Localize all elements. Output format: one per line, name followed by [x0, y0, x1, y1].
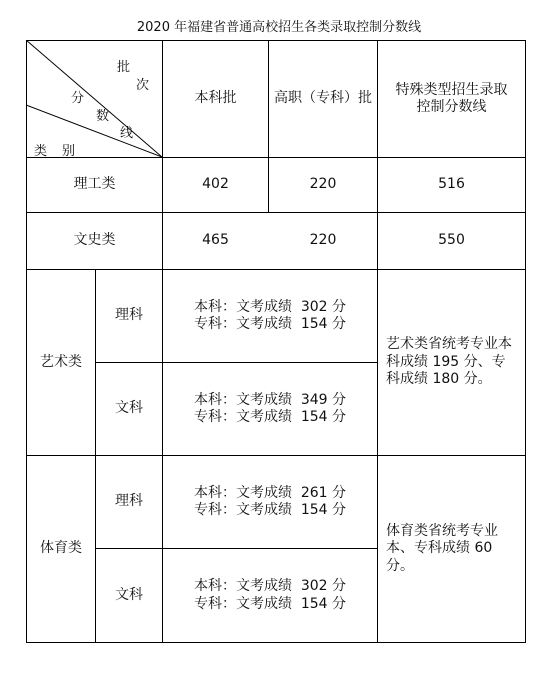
sport-liberal-scores	[163, 549, 377, 642]
wenshi-vocational-score: 220	[309, 232, 337, 249]
art-science-vocational: 专科：文考成绩 154 分	[193, 316, 347, 332]
row-label-sport: 体育类	[40, 540, 82, 557]
table-line	[525, 40, 526, 643]
sport-science-vocational: 专科：文考成绩 154 分	[193, 502, 347, 518]
art-special-note: 艺术类省统考专业本科成绩 195 分、专科成绩 180 分。	[386, 336, 512, 388]
sport-science-label: 理科	[115, 493, 143, 510]
page-title: 2020 年福建省普通高校招生各类录取控制分数线	[136, 20, 422, 35]
header-special-line2: 控制分数线	[416, 99, 487, 115]
art-liberal-label: 文科	[115, 400, 143, 417]
header-diag-fen: 分	[71, 91, 85, 106]
header-diag-ci: 次	[136, 78, 150, 93]
header-diag-shu: 数	[96, 109, 110, 124]
sport-liberal-vocational: 专科：文考成绩 154 分	[193, 595, 347, 612]
wenshi-undergrad-score: 465	[202, 232, 229, 249]
row-label-wenshi: 文史类	[73, 232, 116, 249]
header-diag-bie: 别	[62, 144, 76, 159]
row-label-ligong: 理工类	[73, 176, 116, 193]
header-diag-lei: 类	[34, 144, 48, 159]
sport-liberal-undergrad: 本科：文考成绩 302 分	[193, 578, 347, 594]
art-liberal-undergrad: 本科：文考成绩 349 分	[193, 391, 347, 408]
header-special-type	[378, 41, 525, 157]
sport-liberal-label: 文科	[115, 586, 143, 603]
art-liberal-scores	[163, 363, 377, 455]
ligong-special-score: 516	[438, 176, 465, 193]
header-vocational-batch: 高职（专科）批	[274, 90, 372, 107]
header-special-line1: 特殊类型招生录取	[395, 81, 508, 98]
sport-science-scores	[163, 456, 377, 548]
sport-special-note: 体育类省统考专业本、专科成绩 60 分。	[386, 522, 498, 574]
header-undergrad-batch: 本科批	[194, 90, 237, 107]
ligong-undergrad-score: 402	[202, 176, 229, 193]
ligong-vocational-score: 220	[309, 176, 337, 193]
art-science-undergrad: 本科：文考成绩 302 分	[193, 298, 347, 315]
art-science-scores	[163, 270, 377, 362]
table-line	[26, 642, 525, 643]
row-label-art: 艺术类	[40, 353, 82, 370]
wenshi-special-score: 550	[438, 232, 465, 249]
art-science-label: 理科	[115, 307, 143, 324]
header-diag-pi: 批	[117, 60, 131, 75]
sport-science-undergrad: 本科：文考成绩 261 分	[193, 484, 347, 501]
header-diag-xian: 线	[120, 126, 134, 141]
art-liberal-vocational: 专科：文考成绩 154 分	[193, 409, 347, 425]
